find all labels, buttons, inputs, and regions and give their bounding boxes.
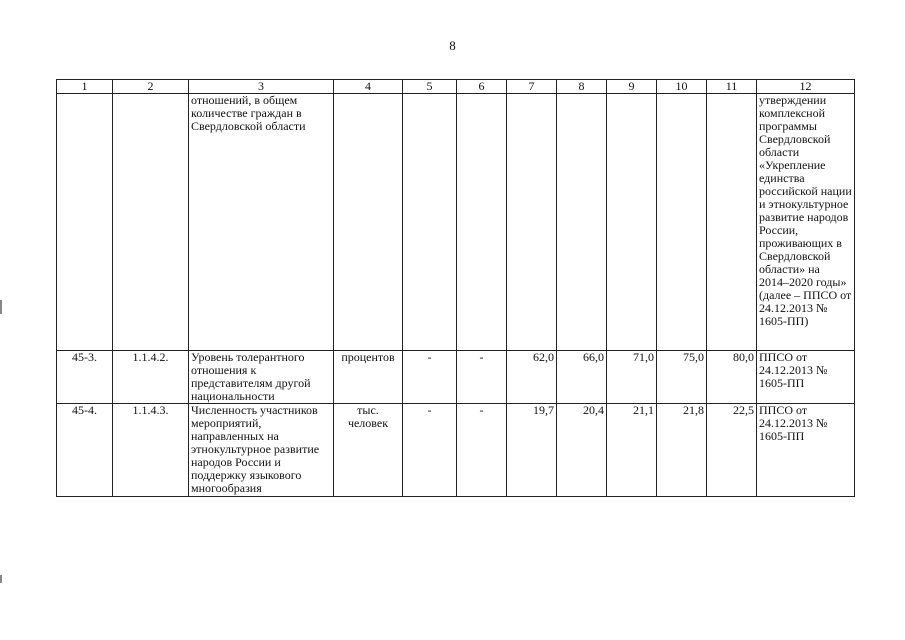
- cell-unit: [334, 94, 403, 351]
- column-header: 2: [113, 80, 189, 94]
- cell-number: 45-4.: [57, 404, 113, 497]
- column-header: 7: [507, 80, 557, 94]
- cell-value: [557, 94, 607, 351]
- column-header: 10: [657, 80, 707, 94]
- cell-value: [657, 94, 707, 351]
- cell-indicator: отношений, в общем количестве граждан в Свердловской области: [189, 94, 334, 351]
- cell-value: [607, 94, 657, 351]
- cell-code: [113, 94, 189, 351]
- cell-code: 1.1.4.2.: [113, 351, 189, 404]
- cell-unit: процентов: [334, 351, 403, 404]
- cell-indicator: Уровень толерантного отношения к представителям другой национальности: [189, 351, 334, 404]
- cell-value: 66,0: [557, 351, 607, 404]
- cell-value: -: [403, 351, 457, 404]
- column-header: 8: [557, 80, 607, 94]
- cell-source: ППСО от 24.12.2013 № 1605-ПП: [757, 351, 855, 404]
- table-row: [57, 94, 855, 351]
- cell-value: 22,5: [707, 404, 757, 497]
- table-row: [57, 404, 855, 497]
- scan-edge-mark: [0, 300, 2, 314]
- column-header: 12: [757, 80, 855, 94]
- table-row: [57, 351, 855, 404]
- cell-value: 21,1: [607, 404, 657, 497]
- cell-value: [457, 94, 507, 351]
- cell-unit: тыс. человек: [334, 404, 403, 497]
- column-header: 3: [189, 80, 334, 94]
- cell-value: 75,0: [657, 351, 707, 404]
- indicator-table: [56, 79, 855, 497]
- cell-value: [707, 94, 757, 351]
- cell-value: 19,7: [507, 404, 557, 497]
- cell-value: 80,0: [707, 351, 757, 404]
- header-row: [57, 80, 855, 94]
- cell-value: -: [403, 404, 457, 497]
- cell-indicator: Численность участников мероприятий, направленных на этнокультурное развитие народов России и поддержку языкового многообразия: [189, 404, 334, 497]
- scan-edge-mark: [0, 575, 2, 583]
- cell-value: 21,8: [657, 404, 707, 497]
- cell-value: -: [457, 351, 507, 404]
- column-header: 6: [457, 80, 507, 94]
- cell-source: утверждении комплексной программы Свердловской области «Укрепление единства российской нации и этнокультурное развитие народов России, проживающих в Свердловской области» на 2014–2020 годы» (далее – ППСО от 24.12.2013 № 1605-ПП): [757, 94, 855, 351]
- cell-source: ППСО от 24.12.2013 № 1605-ПП: [757, 404, 855, 497]
- cell-value: 20,4: [557, 404, 607, 497]
- cell-value: [403, 94, 457, 351]
- cell-value: 62,0: [507, 351, 557, 404]
- column-header: 5: [403, 80, 457, 94]
- cell-code: 1.1.4.3.: [113, 404, 189, 497]
- cell-value: -: [457, 404, 507, 497]
- cell-value: [507, 94, 557, 351]
- column-header: 4: [334, 80, 403, 94]
- cell-number: 45-3.: [57, 351, 113, 404]
- cell-value: 71,0: [607, 351, 657, 404]
- column-header: 1: [57, 80, 113, 94]
- column-header: 9: [607, 80, 657, 94]
- page-number: 8: [449, 38, 456, 53]
- cell-number: [57, 94, 113, 351]
- column-header: 11: [707, 80, 757, 94]
